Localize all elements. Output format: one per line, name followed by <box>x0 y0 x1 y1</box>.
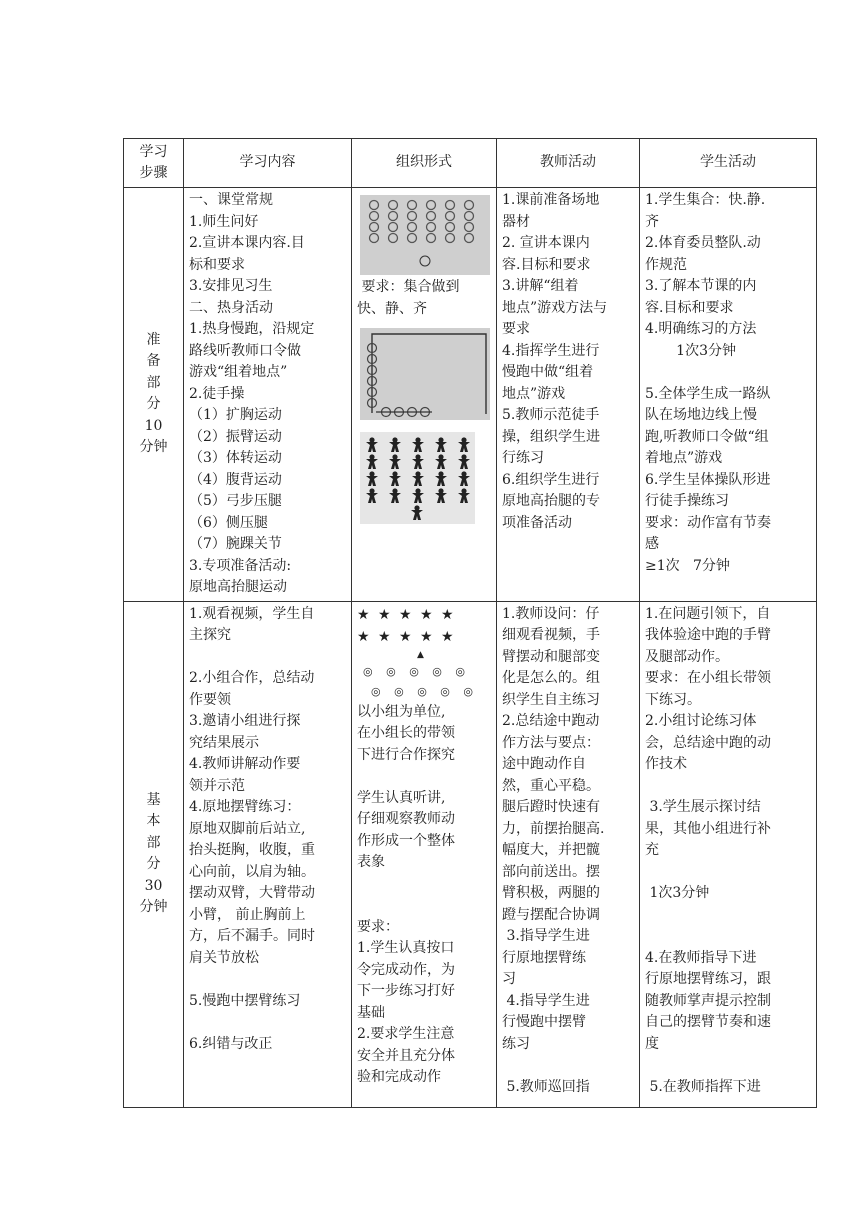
text-line: 要求 <box>502 321 530 337</box>
text-line: 习 <box>502 971 516 987</box>
text-line: 3.专项准备活动: <box>189 557 292 574</box>
text-line: 途中跑动作自 <box>502 756 586 772</box>
text-line: 二、热身活动 <box>189 299 273 316</box>
text-line: 作要领 <box>189 691 231 708</box>
text-line: 队在场地边线上慢 <box>645 407 757 423</box>
text-line: 安全并且充分体 <box>357 1047 455 1064</box>
text-line: 在小组长的带领 <box>357 725 455 741</box>
text-line: 分钟 <box>139 899 168 915</box>
table-row-preparation <box>124 188 817 602</box>
content-cell <box>184 601 352 1107</box>
circle-row: ◎ ◎ ◎ ◎ ◎ <box>363 664 470 678</box>
text-line: 细观看视频，手 <box>502 627 600 643</box>
text-line: 1.学生认真按口 <box>357 940 455 956</box>
text-line: 本 <box>146 813 161 829</box>
text-line: 自己的摆臂节奏和速 <box>645 1014 771 1030</box>
text-line: 项准备活动 <box>502 514 572 531</box>
text-line: （2）振臂运动 <box>189 428 282 445</box>
text-line: （3）体转运动 <box>189 450 282 466</box>
text-line: 化是怎么的。组 <box>502 670 600 686</box>
text-line: 行原地摆臂练习，跟 <box>645 971 771 987</box>
text-line: 究结果展示 <box>189 734 259 751</box>
lesson-plan-table <box>123 138 817 1108</box>
text-line: 练习 <box>502 1035 530 1052</box>
organization-cell <box>352 188 497 602</box>
text-line: 2.要求学生注意 <box>357 1026 455 1042</box>
text-line: 4.指挥学生进行 <box>502 342 600 359</box>
text-line: 30 <box>144 877 163 894</box>
text-line: 2.徒手操 <box>189 385 245 402</box>
text-line: （1）扩胸运动 <box>189 407 282 423</box>
text-line: 标和要求 <box>189 256 245 273</box>
text-line: 6.纠错与改正 <box>189 1035 273 1052</box>
student-cell <box>640 188 817 602</box>
text-line: 基 <box>146 791 161 808</box>
text-line: 3.邀请小组进行探 <box>189 713 301 729</box>
text-line: 主探究 <box>189 627 231 643</box>
text-line: ≥1次 7分钟 <box>645 557 730 574</box>
header-row <box>124 139 817 188</box>
text-line <box>645 926 811 948</box>
text-line: 1.教师设问：仔 <box>502 605 600 622</box>
header-step: 学习 步骤 <box>124 139 184 188</box>
text-line: 4.明确练习的方法 <box>645 321 757 337</box>
text-line: 2.体育委员整队.动 <box>645 235 761 251</box>
organization-cell <box>352 601 497 1107</box>
text-line: 原地双脚前后站立, <box>189 820 306 837</box>
text-line: 部向前送出。摆 <box>502 863 600 880</box>
text-line: 肩关节放松 <box>189 949 259 966</box>
text-line: 分钟 <box>139 439 168 456</box>
text-line: 臂摆动和腿部变 <box>502 648 600 665</box>
text-line: 充 <box>645 842 659 858</box>
text-line: 下一步练习打好 <box>357 983 455 999</box>
text-line: 齐 <box>645 213 659 230</box>
text-line: 3.安排见习生 <box>189 278 273 294</box>
text-line: 作技术 <box>645 756 687 772</box>
text-line: 表象 <box>357 854 385 870</box>
text-line: 分 <box>146 856 161 872</box>
step-cell <box>124 188 184 602</box>
text-line: 方，后不漏手。同时 <box>189 928 315 944</box>
text-line: 2.宣讲本课内容.目 <box>189 235 305 251</box>
text-line: 2. 宣讲本课内 <box>502 235 590 251</box>
table-row-basic <box>124 601 817 1107</box>
text-line: 5.在教师指挥下进 <box>645 1078 761 1095</box>
teacher-cell <box>497 188 640 602</box>
text-line: 10 <box>144 417 163 434</box>
text-line: 作方法与要点： <box>502 734 600 751</box>
text-line: 5.慢跑中摆臂练习 <box>189 992 301 1009</box>
teacher-cell <box>497 601 640 1107</box>
text-line: 随教师掌声提示控制 <box>645 992 771 1009</box>
running-route-image <box>360 328 490 420</box>
text-line: （4）腹背运动 <box>189 471 282 488</box>
requirement-text: 快、静、齐 <box>357 300 427 317</box>
text-line: 一、课堂常规 <box>189 192 273 208</box>
text-line: 令完成动作，为 <box>357 961 455 978</box>
text-line: 地点”游戏方法与 <box>502 299 608 316</box>
text-line: 备 <box>146 353 161 370</box>
text-line: 行原地摆臂练 <box>502 949 586 966</box>
text-line: 原地高抬腿的专 <box>502 493 600 509</box>
student-stars-row: ★ ★ ★ ★ ★ <box>357 628 456 645</box>
text-line: 下练习。 <box>645 691 701 708</box>
text-line: 分 <box>146 396 161 413</box>
header-organization: 组织形式 <box>352 139 497 188</box>
text-line: 器材 <box>502 213 530 230</box>
text-line: 着地点”游戏 <box>645 450 723 466</box>
text-line: 地点”游戏 <box>502 385 566 402</box>
text-line: （5）弓步压腿 <box>189 493 282 509</box>
text-line: 3.讲解“组着 <box>502 278 579 294</box>
text-line: 原地高抬腿运动 <box>189 579 287 595</box>
text-line: 要求：在小组长带领 <box>645 670 771 686</box>
text-line: 心向前，以肩为轴。 <box>189 863 315 880</box>
text-line: 容.目标和要求 <box>645 299 734 316</box>
text-line <box>189 1012 346 1034</box>
text-line: 幅度大，并把髋 <box>502 842 600 858</box>
text-line: 我体验途中跑的手臂 <box>645 627 771 643</box>
text-line: 行慢跑中摆臂 <box>502 1014 586 1030</box>
text-line <box>645 362 811 384</box>
header-teacher: 教师活动 <box>497 139 640 188</box>
text-line: 路线听教师口令做 <box>189 342 301 359</box>
text-line: 小臂， 前止胸前上 <box>189 906 306 923</box>
text-line <box>645 776 811 798</box>
text-line: 部 <box>146 834 161 851</box>
text-line: 跑,听教师口令做“组 <box>645 428 769 445</box>
text-line: （6）侧压腿 <box>189 514 268 531</box>
text-line: 部 <box>146 374 161 391</box>
text-line: 作形成一个整体 <box>357 832 455 849</box>
text-line: 行徒手操练习 <box>645 493 729 509</box>
text-line: 果，其他小组进行补 <box>645 820 771 837</box>
text-line: 1次3分钟 <box>645 342 736 359</box>
text-line: 2.小组讨论练习体 <box>645 713 757 729</box>
text-line: 1.观看视频，学生自 <box>189 605 315 622</box>
text-line: 领并示范 <box>189 777 245 794</box>
text-line: 操，组织学生进 <box>502 428 600 445</box>
text-line: 1.学生集合：快.静. <box>645 192 766 208</box>
text-line: 作规范 <box>645 256 687 273</box>
text-line: 容.目标和要求 <box>502 256 591 273</box>
text-line: 1.在问题引领下，自 <box>645 605 771 622</box>
text-line: 织学生自主练习 <box>502 691 600 708</box>
text-line: 学生认真听讲, <box>357 789 446 806</box>
text-line: 1.师生问好 <box>189 213 259 230</box>
formation-image <box>360 195 490 275</box>
text-line: 腿后蹬时快速有 <box>502 799 600 815</box>
gymnastics-formation-image <box>360 432 475 524</box>
text-line: 5.全体学生成一路纵 <box>645 385 771 402</box>
text-line: 4.在教师指导下进 <box>645 949 757 966</box>
organization-text <box>357 702 491 1089</box>
text-line: 1次3分钟 <box>645 885 710 901</box>
text-line <box>189 969 346 991</box>
header-content: 学习内容 <box>184 139 352 188</box>
text-line: （7）腕踝关节 <box>189 536 282 552</box>
text-line: 以小组为单位, <box>357 703 446 720</box>
teacher-marker: ▲ <box>417 649 429 660</box>
text-line: 要求： <box>357 918 399 935</box>
text-line: 蹬与摆配合协调 <box>502 906 600 923</box>
text-line: 3.指导学生进 <box>502 928 590 944</box>
step-cell <box>124 601 184 1107</box>
circle-row: ◎ ◎ ◎ ◎ ◎ <box>371 684 478 698</box>
text-line: 验和完成动作 <box>357 1069 441 1085</box>
text-line <box>502 1055 634 1077</box>
text-line <box>189 647 346 669</box>
text-line <box>645 905 811 927</box>
text-line: 摆动双臂，大臂带动 <box>189 885 315 901</box>
text-line: 游戏“组着地点” <box>189 364 288 380</box>
text-line: 基础 <box>357 1004 385 1021</box>
text-line: 3.了解本节课的内 <box>645 278 757 294</box>
student-cell <box>640 601 817 1107</box>
text-line: 2.总结途中跑动 <box>502 713 600 729</box>
text-line: 下进行合作探究 <box>357 746 455 763</box>
text-line: 行练习 <box>502 450 544 466</box>
text-line: 5.教师巡回指 <box>502 1078 590 1095</box>
text-line: 准 <box>146 331 161 348</box>
text-line: 度 <box>645 1035 659 1052</box>
text-line: 臂积极，两腿的 <box>502 885 600 901</box>
text-line: 4.教师讲解动作要 <box>189 756 301 772</box>
text-line <box>645 862 811 884</box>
text-line: 6.组织学生进行 <box>502 471 600 488</box>
text-line: 4.指导学生进 <box>502 992 590 1009</box>
text-line <box>357 766 491 788</box>
requirement-text: 要求：集合做到 <box>361 279 460 295</box>
text-line: 仔细观察教师动 <box>357 811 455 827</box>
text-line: 3.学生展示探讨结 <box>645 799 761 815</box>
header-student: 学生活动 <box>640 139 817 188</box>
text-line: 1.热身慢跑，沿规定 <box>189 321 315 337</box>
text-line: 力，前摆抬腿高. <box>502 820 605 837</box>
text-line: 5.教师示范徒手 <box>502 407 600 423</box>
text-line: 抬头挺胸，收腹，重 <box>189 842 315 858</box>
text-line <box>357 895 491 917</box>
content-cell <box>184 188 352 602</box>
text-line <box>357 874 491 896</box>
text-line: 4.原地摆臂练习： <box>189 799 301 815</box>
text-line: 感 <box>645 536 659 552</box>
text-line: 慢跑中做“组着 <box>502 364 594 380</box>
text-line: 6.学生呈体操队形进 <box>645 471 771 488</box>
student-stars-row: ★ ★ ★ ★ ★ <box>357 606 456 623</box>
text-line: 及腿部动作。 <box>645 648 729 665</box>
text-line: 2.小组合作，总结动 <box>189 670 315 686</box>
text-line: 要求：动作富有节奏 <box>645 514 771 531</box>
text-line: 然，重心平稳。 <box>502 777 600 794</box>
text-line: 1.课前准备场地 <box>502 192 600 208</box>
text-line <box>645 1055 811 1077</box>
text-line: 会，总结途中跑的动 <box>645 734 771 751</box>
